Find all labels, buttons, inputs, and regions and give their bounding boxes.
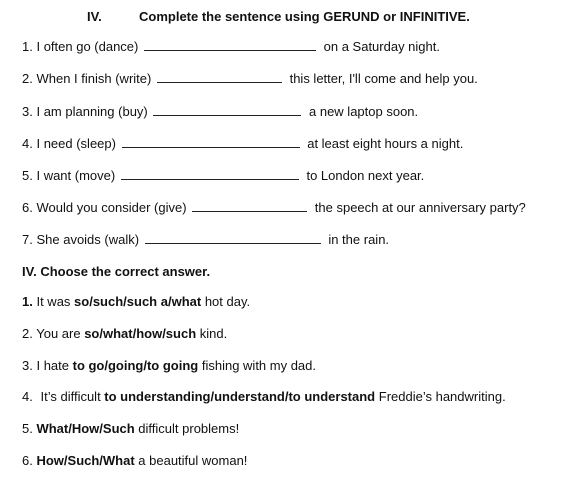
choice-item-6: [22, 453, 247, 469]
answer-options[interactable]: to go/going/to going: [72, 358, 199, 373]
section1-title: Complete the sentence using GERUND or INFINITIVE.: [139, 9, 470, 24]
item-text-before: You are: [36, 326, 85, 341]
item-number: 5.: [22, 421, 33, 436]
item-number: 3.: [22, 104, 33, 119]
item-prompt: I am planning (buy): [36, 104, 148, 119]
answer-options[interactable]: How/Such/What: [36, 453, 135, 468]
answer-blank[interactable]: [192, 201, 307, 212]
item-number: 5.: [22, 168, 33, 183]
item-number: 3.: [22, 358, 33, 373]
item-prompt: I need (sleep): [36, 136, 116, 151]
choice-item-2: [22, 326, 227, 342]
answer-options[interactable]: so/what/how/such: [84, 326, 197, 341]
item-text-after: hot day.: [201, 294, 251, 309]
item-continuation: this letter, I'll come and help you.: [289, 71, 478, 86]
item-prompt: Would you consider (give): [36, 200, 187, 215]
item-number: 2.: [22, 71, 33, 86]
item-prompt: I want (move): [36, 168, 116, 183]
choice-item-1: [22, 294, 250, 310]
item-text-before: I hate: [36, 358, 73, 373]
gap-item-3: [22, 104, 418, 120]
item-text-after: Freddie’s handwriting.: [375, 389, 506, 404]
answer-blank[interactable]: [145, 233, 321, 244]
section1-numeral: IV.: [87, 9, 102, 24]
answer-blank[interactable]: [121, 169, 299, 180]
section2-title: IV. Choose the correct answer.: [22, 264, 211, 279]
answer-blank[interactable]: [153, 105, 301, 116]
item-number: 6.: [22, 200, 33, 215]
answer-blank[interactable]: [122, 137, 300, 148]
item-number: 1.: [22, 39, 33, 54]
item-number: 4.: [22, 136, 33, 151]
gap-item-1: [22, 39, 440, 55]
item-prompt: When I finish (write): [36, 71, 152, 86]
item-number: 2.: [22, 326, 33, 341]
item-continuation: the speech at our anniversary party?: [314, 200, 526, 215]
item-number: 1.: [22, 294, 33, 309]
item-continuation: a new laptop soon.: [309, 104, 419, 119]
item-text-before: It’s difficult: [40, 389, 105, 404]
choice-item-4: [22, 389, 506, 405]
answer-options[interactable]: to understanding/understand/to understand: [104, 389, 376, 404]
item-number: 6.: [22, 453, 33, 468]
item-text-after: difficult problems!: [134, 421, 240, 436]
choice-item-3: [22, 358, 316, 374]
gap-item-2: [22, 71, 478, 87]
gap-item-6: [22, 200, 526, 216]
answer-blank[interactable]: [144, 40, 316, 51]
item-continuation: on a Saturday night.: [323, 39, 440, 54]
answer-options[interactable]: so/such/such a/what: [74, 294, 202, 309]
item-text-after: fishing with my dad.: [198, 358, 317, 373]
item-continuation: to London next year.: [306, 168, 425, 183]
choice-item-5: [22, 421, 239, 437]
gap-item-4: [22, 136, 463, 152]
answer-blank[interactable]: [157, 72, 282, 83]
item-text-after: a beautiful woman!: [134, 453, 248, 468]
item-continuation: in the rain.: [328, 232, 390, 247]
item-text-before: It was: [36, 294, 75, 309]
item-prompt: She avoids (walk): [36, 232, 140, 247]
gap-item-7: [22, 232, 389, 248]
answer-options[interactable]: What/How/Such: [36, 421, 135, 436]
item-number: 7.: [22, 232, 33, 247]
item-prompt: I often go (dance): [36, 39, 139, 54]
item-number: 4.: [22, 389, 33, 404]
item-continuation: at least eight hours a night.: [307, 136, 464, 151]
item-text-after: kind.: [196, 326, 228, 341]
gap-item-5: [22, 168, 424, 184]
